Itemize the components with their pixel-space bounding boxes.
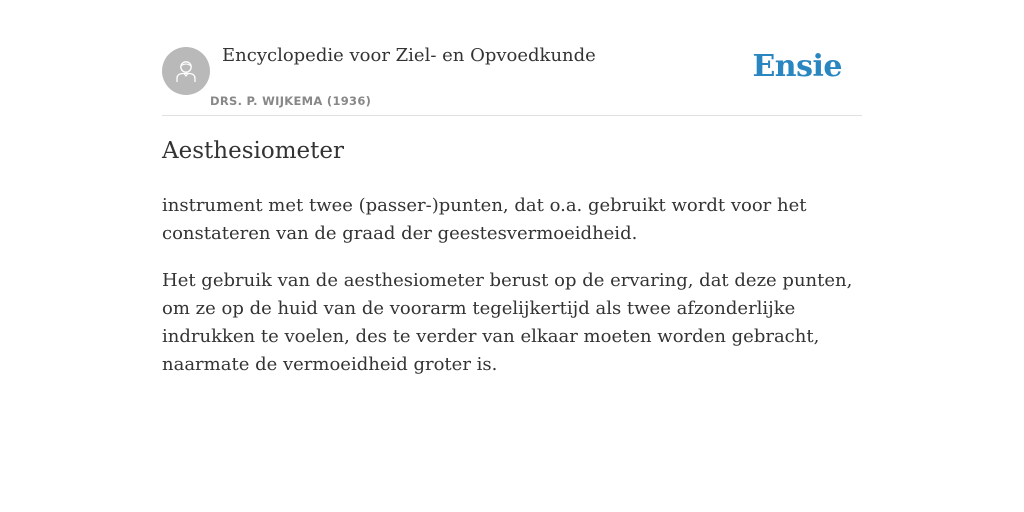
article-paragraph: instrument met twee (passer-)punten, dat o.a. gebruikt wordt voor het constateren van de graad der geestesvermoeidheid. (162, 195, 807, 244)
author-avatar[interactable] (162, 47, 210, 95)
brand-logo[interactable]: Ensie (752, 49, 842, 84)
author-credit[interactable]: DRS. P. WIJKEMA (1936) (210, 94, 372, 108)
article-paragraph: Het gebruik van de aesthesiometer berust op de ervaring, dat deze punten, om ze op de huid van de voorarm tegelijkertijd als twee afzonderlijke indrukken te voelen, des te verder van elkaar moeten worden gebracht, naarmate de vermoeidheid groter is. (162, 270, 853, 375)
article-header (162, 40, 862, 116)
article-body (162, 192, 862, 398)
article-title: Aesthesiometer (162, 138, 344, 164)
user-icon (172, 57, 200, 85)
source-title[interactable]: Encyclopedie voor Ziel- en Opvoedkunde (222, 45, 596, 66)
